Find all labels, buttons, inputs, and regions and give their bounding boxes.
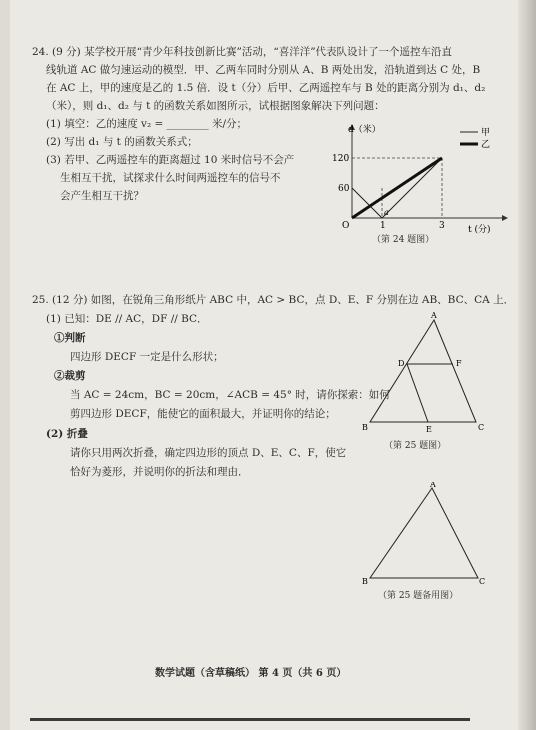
fig25-label-b: B (362, 423, 368, 432)
q24-sub2: (2) 写出 d₁ 与 t 的函数关系式； (46, 136, 198, 148)
q24-line2: 线轨道 AC 做匀速运动的模型．甲、乙两车同时分别从 A、B 两处出发，沿轨道到达 C 处，B (46, 64, 481, 76)
tick-120: 120 (332, 154, 350, 164)
x-axis-label: t (分) (468, 225, 491, 235)
q25-head: 25. (12 分) 如图，在锐角三角形纸片 ABC 中，AC > BC，点 D、E、F 分别在边 AB、BC、CA 上． (32, 294, 515, 306)
q25-cut-text2: 剪四边形 DECF，能使它的面积最大，并证明你的结论； (70, 408, 336, 420)
spare-label-b: B (362, 577, 368, 586)
q24-graph (330, 120, 510, 250)
q25-fold-text1: 请你只用两次折叠，确定四边形的顶点 D、E、C、F，使它 (70, 447, 347, 459)
q24-sub3a: (3) 若甲、乙两遥控车的距离超过 10 米时信号不会产 (46, 154, 295, 166)
q25-spare-figure (360, 482, 490, 590)
bottom-rule (30, 718, 470, 721)
origin-label: O (342, 221, 350, 231)
exam-page (10, 0, 536, 730)
q25-cut-text1: 当 AC = 24cm，BC = 20cm，∠ACB = 45° 时，请你探索：如何 (70, 389, 390, 401)
fig25-label-c: C (478, 423, 485, 432)
q25-judge-text: 四边形 DECF 一定是什么形状； (70, 351, 224, 363)
point-a: a (384, 208, 389, 217)
q24-line4: （米），则 d₁、d₂ 与 t 的函数关系如图所示，试根据图象解决下列问题： (46, 100, 385, 112)
tick-60: 60 (338, 184, 350, 194)
q24-caption: （第 24 题图） (372, 235, 435, 245)
legend-yi: 乙 (481, 140, 491, 150)
fig25-label-e: E (426, 425, 432, 434)
q25-cut-title: ②裁剪 (54, 370, 86, 382)
spare-label-a: A (430, 482, 436, 489)
y-axis-label: d（米） (348, 125, 381, 135)
page-footer: 数学试题（含草稿纸） 第 4 页（共 6 页） (155, 668, 347, 679)
q25-spare-caption: （第 25 题备用图） (378, 591, 459, 601)
spare-label-c: C (479, 577, 486, 586)
q24-sub3c: 会产生相互干扰？ (60, 190, 144, 202)
q24-head: 24. (9 分) 某学校开展“青少年科技创新比赛”活动，“喜洋洋”代表队设计了一个遥控车沿直 (32, 46, 453, 58)
q25-judge-title: ①判断 (54, 332, 86, 344)
fig25-label-d: D (398, 359, 405, 368)
fig25-label-f: F (456, 359, 462, 368)
q25-fold-title: (2) 折叠 (46, 428, 88, 440)
q24-sub1: (1) 填空：乙的速度 v₂ = ________ 米/分； (46, 118, 248, 130)
q25-figure (360, 312, 490, 437)
q24-line3: 在 AC 上，甲的速度是乙的 1.5 倍．设 t（分）后甲、乙两遥控车与 B 处的距离分别为 d₁、d₂ (46, 82, 486, 94)
tick-1: 1 (380, 221, 386, 231)
page-edge-shadow (518, 0, 536, 730)
q25-caption: （第 25 题图） (384, 441, 447, 451)
tick-3: 3 (439, 221, 445, 231)
q25-fold-text2: 恰好为菱形，并说明你的折法和理由． (70, 466, 249, 478)
q25-known: (1) 已知：DE // AC，DF // BC． (46, 313, 208, 325)
q24-sub3b: 生相互干扰，试探求什么时间两遥控车的信号不 (60, 172, 281, 184)
fig25-label-a: A (431, 312, 437, 320)
legend-jia: 甲 (481, 128, 491, 138)
